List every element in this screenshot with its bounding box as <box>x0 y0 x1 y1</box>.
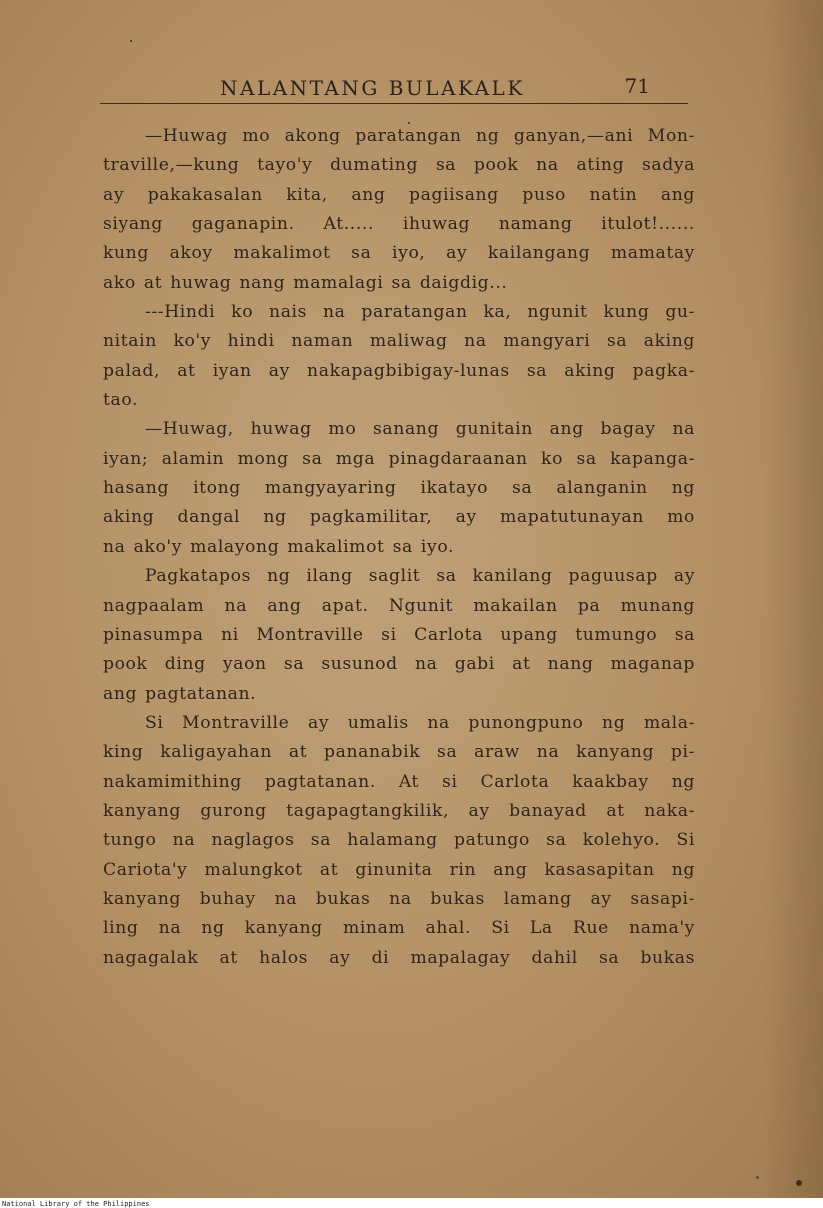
text-line: nagagalak at halos ay di mapalagay dahil sa bukas <box>103 947 695 968</box>
text-line: ---Hindi ko nais na paratangan ka, ngunit kung gu- <box>145 302 695 323</box>
text-line: kung akoy makalimot sa iyo, ay kailangang mamatay <box>103 243 695 264</box>
text-line: nakamimithing pagtatanan. At si Carlota kaakbay ng <box>103 771 695 792</box>
text-line: nitain ko'y hindi naman maliwag na mangyari sa aking <box>103 331 695 352</box>
paragraph-1 <box>103 122 695 298</box>
paragraph-4 <box>103 562 695 709</box>
text-line: tungo na naglagos sa halamang patungo sa kolehyo. Si <box>103 830 695 851</box>
book-title: NALANTANG BULAKALK <box>220 76 525 100</box>
text-line: palad, at iyan ay nakapagbibigay-lunas sa aking pagka- <box>103 360 695 381</box>
paper-speck <box>796 1180 802 1186</box>
text-line: king kaligayahan at pananabik sa araw na kanyang pi- <box>103 742 695 763</box>
text-line: kanyang gurong tagapagtangkilik, ay banayad at naka- <box>103 800 695 821</box>
paragraph-2 <box>103 298 695 415</box>
body-text <box>103 122 695 973</box>
library-credit: National Library of the Philippines <box>2 1200 150 1208</box>
paper-speck <box>756 1176 759 1179</box>
text-line: ling na ng kanyang minam ahal. Si La Rue nama'y <box>103 918 695 939</box>
text-line: —Huwag, huwag mo sanang gunitain ang bagay na <box>145 419 695 440</box>
page-number: 71 <box>624 74 650 98</box>
text-line: tao. <box>103 390 139 411</box>
text-line: aking dangal ng pagkamilitar, ay mapatutunayan mo <box>103 507 695 528</box>
text-line: ay pakakasalan kita, ang pagiisang puso natin ang <box>103 184 695 205</box>
text-line: Cariota'y malungkot at ginunita rin ang kasasapitan ng <box>103 859 695 880</box>
text-line: ang pagtatanan. <box>103 683 257 704</box>
text-line: nagpaalam na ang apat. Ngunit makailan pa munang <box>103 595 695 616</box>
text-line: ako at huwag nang mamalagi sa daigdig... <box>103 272 508 293</box>
paper-speck <box>130 40 132 42</box>
text-line: hasang itong mangyayaring ikatayo sa alanganin ng <box>103 478 695 499</box>
paragraph-5 <box>103 709 695 973</box>
text-line: siyang gaganapin. At..... ihuwag namang itulot!...... <box>103 214 695 235</box>
running-header <box>100 76 690 104</box>
text-line: —Huwag mo akong paratangan ng ganyan,—ani Mon- <box>145 126 695 146</box>
text-line: iyan; alamin mong sa mga pinagdaraanan ko sa kapanga- <box>103 448 695 469</box>
text-line: Pagkatapos ng ilang saglit sa kanilang paguusap ay <box>145 566 695 587</box>
text-line: kanyang buhay na bukas na bukas lamang ay sasapi- <box>103 888 695 909</box>
text-line: traville,—kung tayo'y dumating sa pook na ating sadya <box>103 155 695 176</box>
text-line: pook ding yaon sa susunod na gabi at nang maganap <box>103 654 695 675</box>
header-rule <box>100 103 688 104</box>
text-line: pinasumpa ni Montraville si Carlota upang tumungo sa <box>103 624 695 645</box>
paragraph-3 <box>103 415 695 562</box>
text-line: na ako'y malayong makalimot sa iyo. <box>103 536 455 557</box>
paper-speck <box>408 122 410 124</box>
text-line: Si Montraville ay umalis na punongpuno ng mala- <box>145 712 695 733</box>
